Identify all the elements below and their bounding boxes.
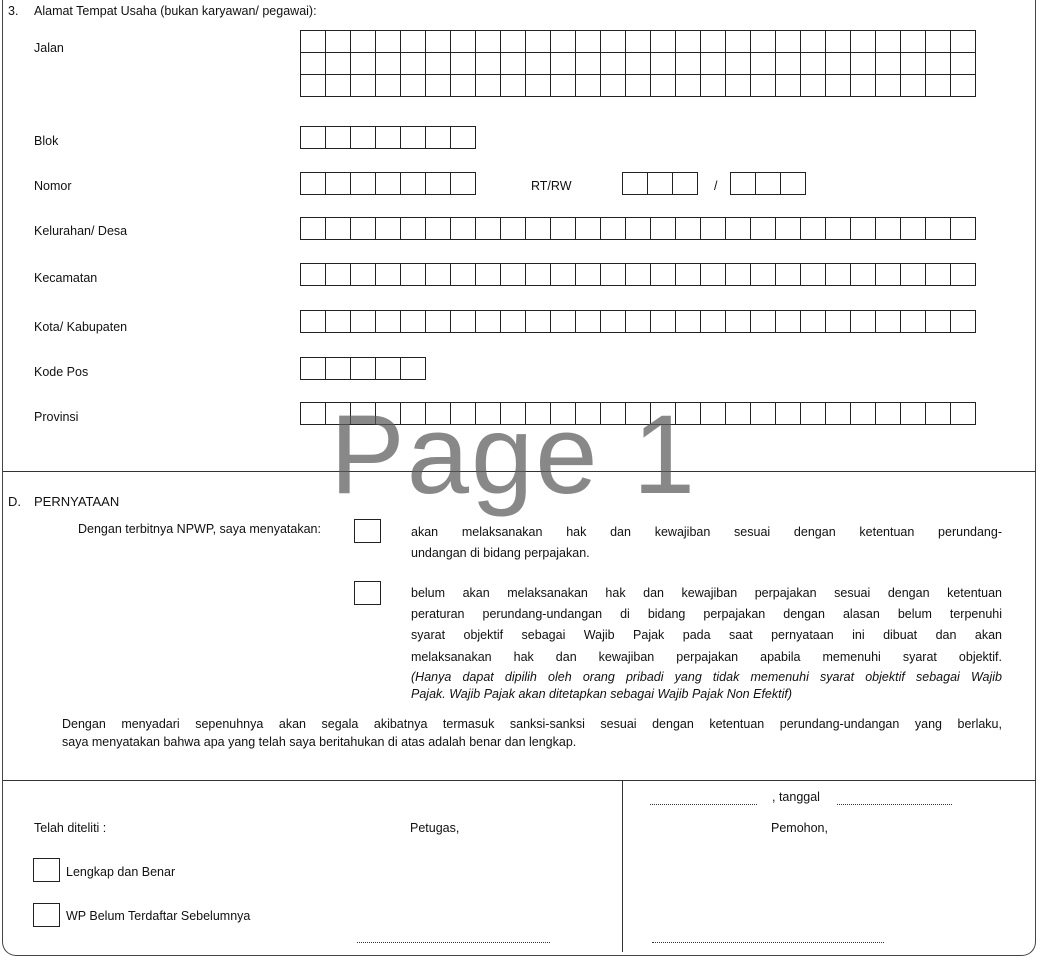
char-box[interactable] (647, 172, 673, 195)
char-box[interactable] (525, 30, 551, 53)
char-box[interactable] (350, 74, 376, 97)
char-box[interactable] (325, 52, 351, 75)
box-row (730, 172, 805, 194)
char-box[interactable] (700, 30, 726, 53)
char-box[interactable] (725, 217, 751, 240)
provinsi-label: Provinsi (34, 410, 79, 424)
char-box[interactable] (550, 402, 576, 425)
char-box[interactable] (750, 217, 776, 240)
char-box[interactable] (600, 52, 626, 75)
char-box[interactable] (675, 263, 701, 286)
char-box[interactable] (300, 310, 326, 333)
lengkap-checkbox[interactable] (33, 858, 60, 882)
char-box[interactable] (375, 126, 401, 149)
option-belum-line-2: peraturan perundang-undangan di bidang perpajakan dengan alasan belum terpenuhi (411, 607, 1002, 621)
char-box[interactable] (525, 52, 551, 75)
char-box[interactable] (475, 74, 501, 97)
char-box[interactable] (900, 263, 926, 286)
char-box[interactable] (500, 263, 526, 286)
char-box[interactable] (850, 310, 876, 333)
char-box[interactable] (375, 52, 401, 75)
char-box[interactable] (725, 30, 751, 53)
box-row (300, 310, 975, 332)
rt-input-grid[interactable] (622, 172, 697, 194)
option-akan-line-1: akan melaksanakan hak dan kewajiban sesuai dengan ketentuan perundang- (411, 525, 1002, 539)
char-box[interactable] (400, 172, 426, 195)
char-box[interactable] (775, 74, 801, 97)
char-box[interactable] (550, 30, 576, 53)
rtrw-label: RT/RW (531, 179, 572, 193)
char-box[interactable] (400, 402, 426, 425)
char-box[interactable] (300, 357, 326, 380)
char-box[interactable] (475, 52, 501, 75)
char-box[interactable] (300, 30, 326, 53)
char-box[interactable] (450, 172, 476, 195)
char-box[interactable] (850, 74, 876, 97)
char-box[interactable] (775, 402, 801, 425)
char-box[interactable] (575, 217, 601, 240)
char-box[interactable] (525, 74, 551, 97)
char-box[interactable] (875, 263, 901, 286)
lengkap-label: Lengkap dan Benar (66, 865, 176, 879)
blok-label: Blok (34, 134, 59, 148)
char-box[interactable] (825, 310, 851, 333)
char-box[interactable] (350, 217, 376, 240)
char-box[interactable] (900, 310, 926, 333)
char-box[interactable] (425, 30, 451, 53)
kota-label: Kota/ Kabupaten (34, 320, 128, 334)
char-box[interactable] (325, 402, 351, 425)
pemohon-signature-line[interactable] (652, 942, 884, 943)
char-box[interactable] (450, 74, 476, 97)
char-box[interactable] (375, 263, 401, 286)
char-box[interactable] (825, 263, 851, 286)
char-box[interactable] (750, 52, 776, 75)
char-box[interactable] (700, 402, 726, 425)
char-box[interactable] (425, 402, 451, 425)
char-box[interactable] (725, 52, 751, 75)
option-akan-checkbox[interactable] (354, 519, 381, 543)
char-box[interactable] (800, 217, 826, 240)
char-box[interactable] (400, 30, 426, 53)
char-box[interactable] (500, 30, 526, 53)
char-box[interactable] (775, 263, 801, 286)
char-box[interactable] (475, 30, 501, 53)
char-box[interactable] (925, 74, 951, 97)
char-box[interactable] (325, 30, 351, 53)
option-belum-note-2: Pajak. Wajib Pajak akan ditetapkan sebagai Wajib Pajak Non Efektif) (411, 687, 792, 701)
char-box[interactable] (725, 74, 751, 97)
kecamatan-label: Kecamatan (34, 271, 98, 285)
char-box[interactable] (475, 310, 501, 333)
char-box[interactable] (875, 52, 901, 75)
petugas-label: Petugas, (410, 821, 460, 835)
box-row (300, 357, 425, 379)
char-box[interactable] (950, 30, 976, 53)
char-box[interactable] (900, 74, 926, 97)
option-belum-checkbox[interactable] (354, 581, 381, 605)
char-box[interactable] (300, 263, 326, 286)
char-box[interactable] (425, 126, 451, 149)
char-box[interactable] (800, 30, 826, 53)
char-box[interactable] (625, 310, 651, 333)
char-box[interactable] (675, 310, 701, 333)
char-box[interactable] (625, 74, 651, 97)
char-box[interactable] (800, 263, 826, 286)
char-box[interactable] (900, 52, 926, 75)
char-box[interactable] (375, 217, 401, 240)
footer-divider (3, 780, 1036, 781)
char-box[interactable] (400, 126, 426, 149)
char-box[interactable] (850, 402, 876, 425)
char-box[interactable] (325, 263, 351, 286)
char-box[interactable] (525, 217, 551, 240)
char-box[interactable] (400, 52, 426, 75)
section-d-letter: D. (8, 494, 21, 509)
char-box[interactable] (650, 52, 676, 75)
place-dotted-line[interactable] (650, 804, 757, 805)
char-box[interactable] (550, 263, 576, 286)
blok-input-grid[interactable] (300, 126, 475, 148)
char-box[interactable] (650, 310, 676, 333)
char-box[interactable] (925, 402, 951, 425)
char-box[interactable] (625, 217, 651, 240)
char-box[interactable] (750, 30, 776, 53)
char-box[interactable] (800, 74, 826, 97)
box-row (300, 172, 475, 194)
rtrw-slash: / (714, 179, 718, 193)
char-box[interactable] (600, 402, 626, 425)
char-box[interactable] (350, 30, 376, 53)
char-box[interactable] (950, 74, 976, 97)
char-box[interactable] (700, 310, 726, 333)
kodepos-label: Kode Pos (34, 365, 89, 379)
char-box[interactable] (675, 52, 701, 75)
char-box[interactable] (775, 310, 801, 333)
char-box[interactable] (875, 30, 901, 53)
char-box[interactable] (875, 74, 901, 97)
char-box[interactable] (850, 52, 876, 75)
char-box[interactable] (672, 172, 698, 195)
char-box[interactable] (500, 310, 526, 333)
char-box[interactable] (525, 310, 551, 333)
char-box[interactable] (800, 402, 826, 425)
provinsi-input-grid[interactable] (300, 402, 975, 424)
char-box[interactable] (700, 52, 726, 75)
char-box[interactable] (900, 30, 926, 53)
char-box[interactable] (675, 74, 701, 97)
char-box[interactable] (450, 310, 476, 333)
section-d-title: PERNYATAAN (34, 494, 120, 509)
char-box[interactable] (925, 310, 951, 333)
char-box[interactable] (375, 357, 401, 380)
char-box[interactable] (925, 217, 951, 240)
char-box[interactable] (425, 52, 451, 75)
char-box[interactable] (750, 310, 776, 333)
char-box[interactable] (775, 30, 801, 53)
char-box[interactable] (575, 310, 601, 333)
char-box[interactable] (575, 263, 601, 286)
char-box[interactable] (475, 263, 501, 286)
char-box[interactable] (300, 217, 326, 240)
char-box[interactable] (300, 74, 326, 97)
char-box[interactable] (450, 52, 476, 75)
char-box[interactable] (325, 310, 351, 333)
char-box[interactable] (375, 172, 401, 195)
char-box[interactable] (725, 310, 751, 333)
rw-input-grid[interactable] (730, 172, 805, 194)
char-box[interactable] (925, 263, 951, 286)
char-box[interactable] (425, 310, 451, 333)
statement-intro: Dengan terbitnya NPWP, saya menyatakan: (78, 522, 321, 536)
char-box[interactable] (400, 357, 426, 380)
char-box[interactable] (925, 30, 951, 53)
char-box[interactable] (725, 402, 751, 425)
petugas-signature-line[interactable] (357, 942, 550, 943)
option-belum-line-4: melaksanakan hak dan kewajiban perpajakan apabila memenuhi syarat objektif. (411, 650, 1002, 664)
char-box[interactable] (622, 172, 648, 195)
char-box[interactable] (950, 52, 976, 75)
char-box[interactable] (350, 126, 376, 149)
char-box[interactable] (450, 126, 476, 149)
section-divider (3, 471, 1036, 472)
box-row (300, 126, 475, 148)
form-frame (2, 0, 1036, 956)
char-box[interactable] (675, 30, 701, 53)
char-box[interactable] (575, 74, 601, 97)
char-box[interactable] (755, 172, 781, 195)
char-box[interactable] (780, 172, 806, 195)
char-box[interactable] (375, 402, 401, 425)
char-box[interactable] (775, 52, 801, 75)
char-box[interactable] (950, 217, 976, 240)
box-row (622, 172, 697, 194)
char-box[interactable] (550, 52, 576, 75)
section-number: 3. (8, 4, 19, 18)
char-box[interactable] (350, 357, 376, 380)
box-row (300, 30, 975, 52)
kelurahan-input-grid[interactable] (300, 217, 975, 239)
char-box[interactable] (400, 74, 426, 97)
declaration-line-2: saya menyatakan bahwa apa yang telah saya beritahukan di atas adalah benar dan lengkap. (62, 735, 577, 749)
kodepos-input-grid[interactable] (300, 357, 425, 379)
char-box[interactable] (875, 310, 901, 333)
char-box[interactable] (450, 217, 476, 240)
char-box[interactable] (825, 74, 851, 97)
telah-diteliti-label: Telah diteliti : (34, 821, 107, 835)
declaration-line-1: Dengan menyadari sepenuhnya akan segala akibatnya termasuk sanksi-sanksi sesuai dengan ketentuan perundang-undangan yang berlaku, (62, 717, 1002, 731)
option-belum-line-1: belum akan melaksanakan hak dan kewajiban perpajakan sesuai dengan ketentuan (411, 586, 1002, 600)
char-box[interactable] (300, 402, 326, 425)
char-box[interactable] (850, 30, 876, 53)
char-box[interactable] (400, 217, 426, 240)
char-box[interactable] (450, 30, 476, 53)
char-box[interactable] (650, 30, 676, 53)
char-box[interactable] (350, 402, 376, 425)
nomor-input-grid[interactable] (300, 172, 475, 194)
box-row (300, 263, 975, 285)
char-box[interactable] (375, 310, 401, 333)
char-box[interactable] (625, 52, 651, 75)
char-box[interactable] (800, 310, 826, 333)
wp-belum-label: WP Belum Terdaftar Sebelumnya (66, 909, 251, 923)
char-box[interactable] (900, 402, 926, 425)
char-box[interactable] (700, 74, 726, 97)
char-box[interactable] (750, 402, 776, 425)
char-box[interactable] (525, 263, 551, 286)
char-box[interactable] (375, 30, 401, 53)
kecamatan-input-grid[interactable] (300, 263, 975, 285)
char-box[interactable] (450, 263, 476, 286)
jalan-label: Jalan (34, 41, 64, 55)
char-box[interactable] (425, 74, 451, 97)
box-row (300, 74, 975, 96)
char-box[interactable] (325, 74, 351, 97)
char-box[interactable] (730, 172, 756, 195)
char-box[interactable] (350, 172, 376, 195)
char-box[interactable] (575, 30, 601, 53)
char-box[interactable] (600, 74, 626, 97)
char-box[interactable] (925, 52, 951, 75)
char-box[interactable] (500, 402, 526, 425)
box-row (300, 217, 975, 239)
char-box[interactable] (550, 310, 576, 333)
box-row (300, 402, 975, 424)
char-box[interactable] (700, 217, 726, 240)
char-box[interactable] (325, 126, 351, 149)
option-belum-note-1: (Hanya dapat dipilih oleh orang pribadi yang tidak memenuhi syarat objektif sebagai Wajib (411, 670, 1002, 684)
char-box[interactable] (950, 310, 976, 333)
char-box[interactable] (950, 402, 976, 425)
char-box[interactable] (850, 217, 876, 240)
char-box[interactable] (825, 52, 851, 75)
char-box[interactable] (525, 402, 551, 425)
char-box[interactable] (475, 217, 501, 240)
char-box[interactable] (300, 172, 326, 195)
char-box[interactable] (875, 217, 901, 240)
char-box[interactable] (325, 172, 351, 195)
char-box[interactable] (675, 402, 701, 425)
char-box[interactable] (775, 217, 801, 240)
char-box[interactable] (425, 172, 451, 195)
char-box[interactable] (650, 402, 676, 425)
char-box[interactable] (575, 402, 601, 425)
option-akan-line-2: undangan di bidang perpajakan. (411, 546, 590, 560)
section-title: Alamat Tempat Usaha (bukan karyawan/ pegawai): (34, 4, 317, 18)
char-box[interactable] (400, 310, 426, 333)
char-box[interactable] (725, 263, 751, 286)
char-box[interactable] (475, 402, 501, 425)
char-box[interactable] (500, 52, 526, 75)
char-box[interactable] (600, 263, 626, 286)
char-box[interactable] (650, 217, 676, 240)
char-box[interactable] (450, 402, 476, 425)
char-box[interactable] (350, 310, 376, 333)
char-box[interactable] (500, 217, 526, 240)
char-box[interactable] (850, 263, 876, 286)
pemohon-label: Pemohon, (771, 821, 828, 835)
char-box[interactable] (425, 217, 451, 240)
char-box[interactable] (600, 30, 626, 53)
char-box[interactable] (625, 263, 651, 286)
char-box[interactable] (300, 52, 326, 75)
char-box[interactable] (500, 74, 526, 97)
char-box[interactable] (625, 30, 651, 53)
kota-input-grid[interactable] (300, 310, 975, 332)
char-box[interactable] (650, 74, 676, 97)
char-box[interactable] (900, 217, 926, 240)
char-box[interactable] (600, 217, 626, 240)
date-dotted-line[interactable] (837, 804, 952, 805)
char-box[interactable] (550, 74, 576, 97)
footer-vertical-divider (622, 780, 623, 952)
char-box[interactable] (375, 74, 401, 97)
char-box[interactable] (575, 52, 601, 75)
char-box[interactable] (700, 263, 726, 286)
char-box[interactable] (600, 310, 626, 333)
nomor-label: Nomor (34, 179, 72, 193)
box-row (300, 52, 975, 74)
char-box[interactable] (800, 52, 826, 75)
char-box[interactable] (325, 357, 351, 380)
char-box[interactable] (400, 263, 426, 286)
char-box[interactable] (875, 402, 901, 425)
char-box[interactable] (300, 126, 326, 149)
option-belum-line-3: syarat objektif sebagai Wajib Pajak pada saat pernyataan ini dibuat dan akan (411, 628, 1002, 642)
kelurahan-label: Kelurahan/ Desa (34, 224, 128, 238)
char-box[interactable] (675, 217, 701, 240)
char-box[interactable] (950, 263, 976, 286)
char-box[interactable] (325, 217, 351, 240)
jalan-input-grid[interactable] (300, 30, 975, 96)
char-box[interactable] (825, 30, 851, 53)
char-box[interactable] (350, 52, 376, 75)
char-box[interactable] (425, 263, 451, 286)
char-box[interactable] (750, 74, 776, 97)
page-watermark: Page 1 (330, 392, 697, 517)
char-box[interactable] (650, 263, 676, 286)
wp-belum-checkbox[interactable] (33, 903, 60, 927)
char-box[interactable] (550, 217, 576, 240)
char-box[interactable] (350, 263, 376, 286)
char-box[interactable] (825, 217, 851, 240)
char-box[interactable] (750, 263, 776, 286)
char-box[interactable] (825, 402, 851, 425)
tanggal-label: , tanggal (772, 790, 820, 804)
char-box[interactable] (625, 402, 651, 425)
